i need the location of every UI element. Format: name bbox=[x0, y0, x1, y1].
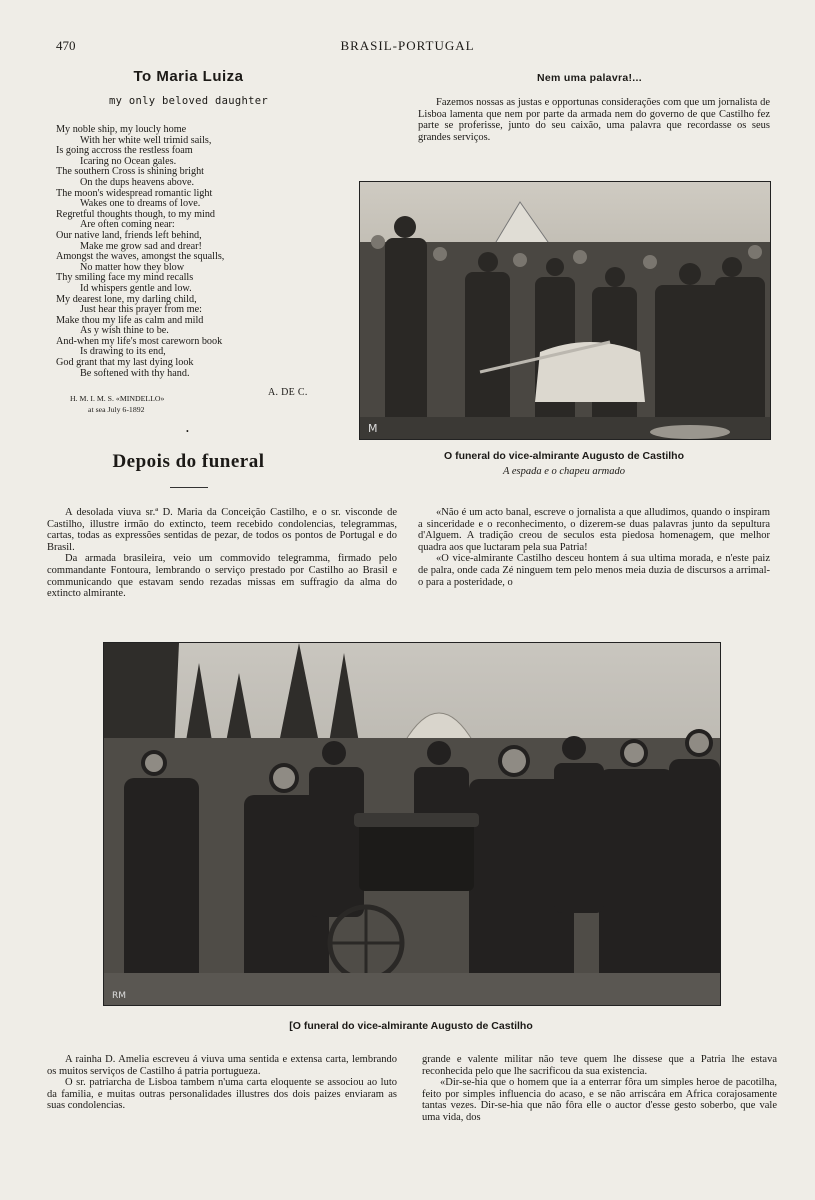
poem-line: As y wish thine to be. bbox=[80, 325, 169, 337]
photo1-caption: O funeral do vice-almirante Augusto de Castilho bbox=[444, 450, 684, 462]
poem-line: The moon's widespread romantic light bbox=[56, 187, 213, 199]
photographer-monogram: M bbox=[368, 422, 378, 435]
photo-illustration bbox=[360, 182, 770, 439]
paragraph: «Não é um acto banal, escreve o jornalista a que alludimos, quando o inspiram a sinceridade e o reconhecimento, o dizerem-se duas palavras junto da sepultura d'Alguem. A tradição creou de seculos esta piedosa homenagem, que melhor quadra aos que luctaram pela sua Patria! bbox=[418, 507, 770, 553]
poem-body bbox=[56, 125, 326, 379]
section-heading: Depois do funeral bbox=[112, 451, 265, 472]
running-title: BRASIL-PORTUGAL bbox=[340, 38, 475, 53]
bottom-column-right bbox=[422, 1054, 777, 1124]
paragraph: A desolada viuva sr.ª D. Maria da Conceição Castilho, e o sr. visconde de Castilho, illustre irmão do extincto, teem recebido condolencias, telegrammas, cartas, todas as expressões sentidas de pezar, de todos os pontos de Portugal e do Brasil. bbox=[47, 507, 397, 553]
paragraph: grande e valente militar não teve quem lhe dissese que a Patria lhe estava reconhecida pelo que lhe sacrificou da sua existencia. bbox=[422, 1054, 777, 1077]
ship-line: H. M. I. M. S. «MINDELLO» bbox=[70, 394, 165, 403]
article-heading: Nem uma palavra!... bbox=[537, 72, 642, 84]
poem-line: Icaring no Ocean gales. bbox=[80, 155, 177, 167]
poem-line: My dearest lone, my darling child, bbox=[56, 293, 197, 305]
poem-line: Make me grow sad and drear! bbox=[80, 240, 202, 252]
poem-signature: A. DE C. bbox=[268, 387, 308, 398]
poem-line: God grant that my last dying look bbox=[56, 357, 194, 369]
poem-line: Make thou my life as calm and mild bbox=[56, 314, 204, 326]
poem-line: With her white well trimid sails, bbox=[80, 134, 212, 146]
poem-subtitle: my only beloved daughter bbox=[109, 95, 268, 107]
article-column-right bbox=[418, 507, 770, 588]
poem-dateline bbox=[70, 393, 240, 415]
poem-line: Regretful thoughts though, to my mind bbox=[56, 208, 216, 220]
poem-line: Is going accross the restless foam bbox=[56, 145, 193, 157]
heading-rule bbox=[170, 487, 208, 488]
poem-line: Id whispers gentle and low. bbox=[80, 282, 192, 294]
date-line: at sea July 6-1892 bbox=[88, 405, 145, 414]
paragraph: Fazemos nossas as justas e opportunas considerações com que um jornalista de Lisboa lamenta que nem por parte da armada nem do governo de que Castilho fez parte se proferisse, junto do seu caixão, uma palavra que recordasse os seus grandes serviços. bbox=[418, 97, 770, 143]
poem-line: On the dups heavens above. bbox=[80, 176, 195, 188]
paragraph: «Dir-se-hia que o homem que ia a enterrar fôra um simples heroe de pacotilha, feito por simples influencia do acaso, e se não arriscára em Africa corajosamente tantas vezes. Dir-se-hia que não fôra elle o auctor d'esse gesto soberbo, que vale uma vida, dos bbox=[422, 1077, 777, 1123]
poem-line: Is drawing to its end, bbox=[80, 346, 166, 358]
page-number: 470 bbox=[56, 38, 76, 53]
poem-line: Thy smiling face my mind recalls bbox=[56, 272, 194, 284]
photographer-monogram: RM bbox=[112, 991, 127, 1001]
poem-line: Amongst the waves, amongst the squalls, bbox=[56, 251, 225, 263]
article-column-left bbox=[47, 507, 397, 600]
poem-line: The southern Cross is shining bright bbox=[56, 166, 204, 178]
paragraph: «O vice-almirante Castilho desceu hontem á sua ultima morada, e n'este paiz de palra, onde cada Zé ninguem tem pelo menos meia duzia de discursos a arrimal-o para a posteridade, o bbox=[418, 553, 770, 588]
paragraph: A rainha D. Amelia escreveu á viuva uma sentida e extensa carta, lembrando os muitos serviços de Castilho á patria portugueza. bbox=[47, 1054, 397, 1077]
poem-title: To Maria Luiza bbox=[133, 68, 244, 85]
poem-line: Just hear this prayer from me: bbox=[80, 304, 202, 316]
photo1-subcaption: A espada e o chapeu armado bbox=[503, 466, 625, 477]
poem-line: And-when my life's most careworn book bbox=[56, 335, 223, 347]
poem-line: No matter how they blow bbox=[80, 261, 185, 273]
photo2-caption: [O funeral do vice-almirante Augusto de Castilho bbox=[289, 1020, 533, 1032]
funeral-photo-1 bbox=[359, 181, 771, 440]
bottom-column-left bbox=[47, 1054, 397, 1112]
paragraph: Da armada brasileira, veio um commovido telegramma, firmado pelo commandante Fontoura, lembrando o serviço prestado por Castilho ao Brasil e communicando que estavam sendo rezadas missas em suffragio da alma do extincto almirante. bbox=[47, 553, 397, 600]
photo-illustration bbox=[104, 643, 720, 1005]
paragraph: O sr. patriarcha de Lisboa tambem n'uma carta eloquente se associou ao luto da familia, e muitas outras personalidades illustres dos dois paizes enviaram as suas condolencias. bbox=[47, 1077, 397, 1112]
article-paragraph bbox=[418, 97, 770, 143]
separator-bullet: • bbox=[186, 427, 189, 436]
poem-line: My noble ship, my loucly home bbox=[56, 124, 187, 135]
poem-line: Be softened with thy hand. bbox=[80, 367, 190, 379]
funeral-photo-2 bbox=[103, 642, 721, 1006]
poem-line: Wakes one to dreams of love. bbox=[80, 198, 201, 210]
poem-line: Our native land, friends left behind, bbox=[56, 229, 202, 241]
poem-line: Are often coming near: bbox=[80, 219, 175, 231]
